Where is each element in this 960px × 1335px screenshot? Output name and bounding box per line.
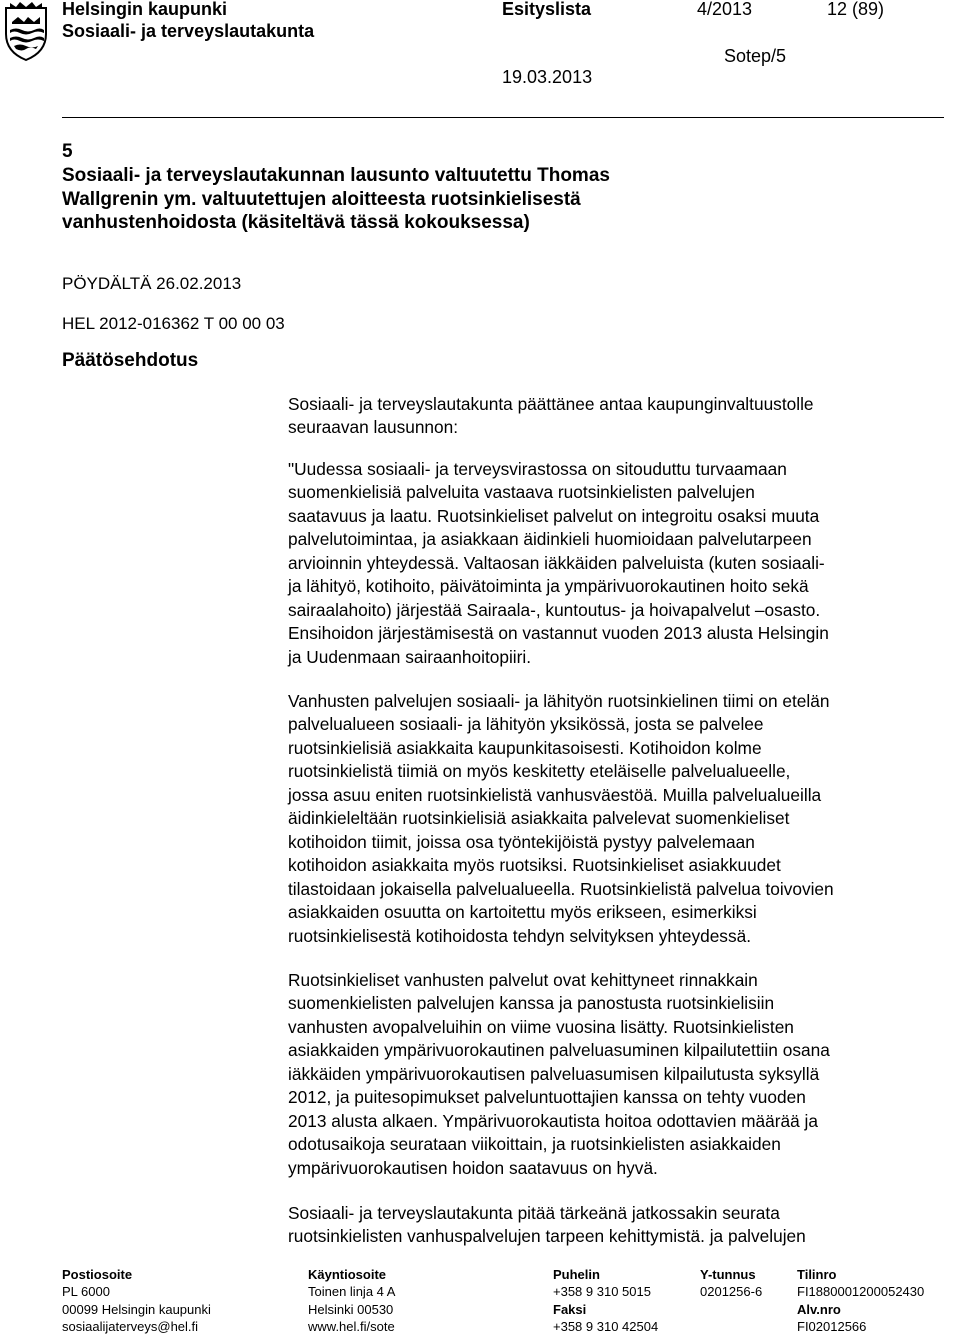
text-line: ja lähityö, kotihoito, päivätoiminta ja ympärivuorokautinen hoito sekä [288, 576, 809, 597]
document-type: Esityslista [502, 0, 592, 19]
diary-number: HEL 2012-016362 T 00 00 03 [62, 314, 285, 333]
text-line: vanhusten avopalveluihin on viime vuosina lisätty. Ruotsinkielisten [288, 1016, 794, 1037]
page-number: 12 (89) [827, 0, 885, 19]
text-line: suomenkielisten palvelujen kanssa ja panostusta ruotsinkielisiin [288, 993, 775, 1014]
footer-heading: Postiosoite [62, 1267, 133, 1282]
text-line: Ensihoidon järjestämisestä on vastannut vuoden 2013 alusta Helsingin [288, 623, 829, 644]
proposal-heading: Päätösehdotus [62, 350, 199, 371]
text-line: ruotsinkielisiä asiakkaita kaupunkitasoisesti. Kotihoidon kolme [288, 737, 762, 758]
section-code: Sotep/5 [724, 46, 787, 66]
item-title [62, 164, 610, 235]
text-line: äidinkieleltään ruotsinkielisiä asiakkaita palvelevat suomenkieliset [288, 808, 790, 829]
text-line: Vanhusten palvelujen sosiaali- ja lähityön ruotsinkielinen tiimi on etelän [288, 691, 830, 711]
footer-heading: Tilinro [797, 1267, 837, 1282]
text-line: palvelualueen sosiaali- ja lähityön yksikössä, josta se palvelee [288, 714, 764, 735]
footer-line: +358 9 310 5015 [553, 1284, 651, 1300]
text-line: asiakkaiden ympärivuorokautinen palveluasuminen kilpailutettiin osana [288, 1040, 830, 1061]
footer-line: FI1880001200052430 [797, 1284, 925, 1300]
board-name: Sosiaali- ja terveyslautakunta [62, 21, 315, 41]
item-title-line: Wallgrenin ym. valtuutettujen aloitteesta ruotsinkielisestä [62, 188, 581, 210]
text-line: Sosiaali- ja terveyslautakunta pitää tärkeänä jatkossakin seurata [288, 1203, 780, 1223]
text-line: saatavuus ja laatu. Ruotsinkieliset palvelut on integroitu osaksi muuta [288, 505, 820, 526]
meeting-date: 19.03.2013 [502, 67, 593, 87]
footer-account [797, 1266, 924, 1335]
text-line: jossa asuu eniten ruotsinkielistä vanhusväestöä. Muilla palvelualueilla [288, 784, 822, 805]
text-line: asiakkaiden osuutta on kartoitettu myös erikseen, esimerkiksi [288, 902, 757, 923]
text-line: iäkkäiden ympärivuorokautisen palveluasumisen kilpailutusta syksyllä [288, 1063, 820, 1084]
item-title-line: vanhustenhoidosta (käsiteltävä tässä kokouksessa) [62, 212, 530, 233]
text-line: kotihoidon tiimit, joissa osa työntekijöistä pystyy palvelemaan [288, 831, 755, 852]
text-line: odotusaikoja seurataan viikoittain, ja ruotsinkielisten asiakkaiden [288, 1134, 781, 1155]
item-number: 5 [62, 141, 73, 162]
footer-line: FI02012566 [797, 1318, 867, 1334]
paragraph [288, 458, 829, 669]
footer-subheading: Faksi [553, 1301, 587, 1317]
header-divider [62, 117, 944, 118]
item-title-line: Sosiaali- ja terveyslautakunnan lausunto valtuutettu Thomas [62, 165, 610, 186]
text-line: suomenkielisiä palveluita vastaava ruotsinkielisten palvelujen [288, 482, 755, 503]
text-line: 2012, ja puitesopimukset palveluntuottajien kanssa on tehty vuoden [288, 1087, 806, 1108]
text-line: "Uudessa sosiaali- ja terveysvirastossa on sitouduttu turvaamaan [288, 459, 787, 479]
footer-business-id [700, 1266, 762, 1301]
helsinki-crest-logo [2, 0, 50, 62]
text-line: tilastoidaan jokaisella palvelualueella. Ruotsinkielistä palvelua toivovien [288, 878, 834, 899]
footer-heading: Y-tunnus [700, 1267, 756, 1282]
paragraph [288, 393, 814, 440]
footer-subheading: Alv.nro [797, 1301, 841, 1317]
text-line: seuraavan lausunnon: [288, 417, 459, 438]
footer-line: Helsinki 00530 [308, 1301, 394, 1317]
footer-line: +358 9 310 42504 [553, 1318, 659, 1334]
paragraph [288, 969, 830, 1180]
text-line: arvioinnin yhteydessä. Valtaosan iäkkäiden palveluista (kuten sosiaali- [288, 552, 825, 573]
footer-heading: Puhelin [553, 1267, 600, 1282]
footer-website-link[interactable]: www.hel.fi/sote [308, 1318, 395, 1334]
text-line: kotihoidon asiakkaita myös ruotsiksi. Ruotsinkieliset asiakkuudet [288, 855, 781, 876]
issue-number: 4/2013 [697, 0, 753, 19]
text-line: ympärivuorokautisen hoidon saatavuus on hyvä. [288, 1157, 658, 1178]
paragraph [288, 1202, 806, 1249]
footer-email-link[interactable]: sosiaalijaterveys@hel.fi [62, 1318, 199, 1334]
footer-visiting [308, 1266, 395, 1335]
footer-heading: Käyntiosoite [308, 1267, 387, 1282]
footer-postal [62, 1266, 211, 1335]
text-line: ruotsinkielisten vanhuspalvelujen tarpeen kehittymistä. ja palvelujen [288, 1226, 806, 1247]
footer-phone [553, 1266, 658, 1335]
footer-line: 00099 Helsingin kaupunki [62, 1301, 211, 1317]
text-line: ruotsinkielistä tiimiä on myös keskitetty eteläiselle palvelualueelle, [288, 761, 791, 782]
footer-line: Toinen linja 4 A [308, 1284, 396, 1300]
text-line: 2013 alusta alkaen. Ympärivuorokautista hoitoa odottavien määrää ja [288, 1110, 818, 1131]
text-line: ruotsinkielisestä kotihoidosta tehdyn selvityksen yhteydessä. [288, 925, 751, 946]
text-line: Sosiaali- ja terveyslautakunta päättänee antaa kaupunginvaltuustolle [288, 394, 814, 414]
paragraph [288, 690, 834, 948]
footer-line: PL 6000 [62, 1284, 110, 1300]
text-line: ja Uudenmaan sairaanhoitopiiri. [288, 646, 532, 667]
text-line: Ruotsinkieliset vanhusten palvelut ovat kehittyneet rinnakkain [288, 970, 758, 990]
tabled-note: PÖYDÄLTÄ 26.02.2013 [62, 274, 242, 293]
org-name: Helsingin kaupunki [62, 0, 228, 19]
text-line: palvelutoimintaa, ja asiakkaan äidinkieli huomioidaan palvelutarpeen [288, 529, 812, 550]
footer-line: 0201256-6 [700, 1284, 763, 1300]
text-line: sairaalahoito) järjestää Sairaala-, kuntoutus- ja hoivapalvelut –osasto. [288, 599, 821, 620]
